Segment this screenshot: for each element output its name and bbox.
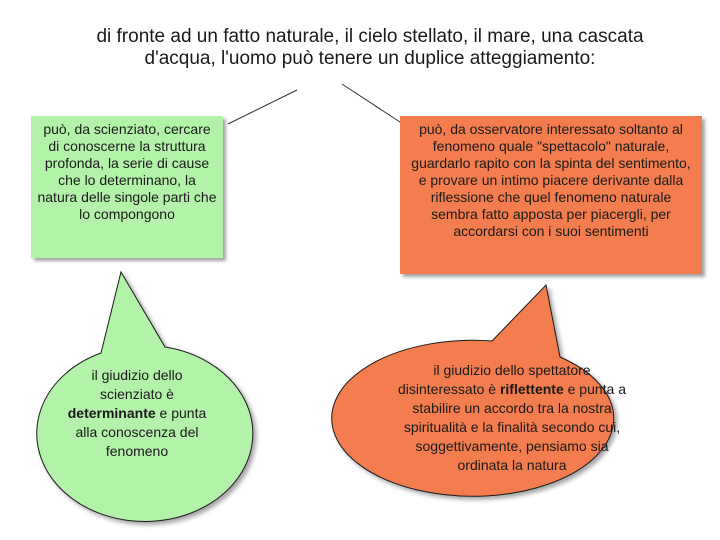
- scientist-judgment-after: e punta alla conoscenza del fenomeno: [75, 405, 207, 459]
- scientist-box-text: può, da scienziato, cercare di conoscerne la struttura profonda, la serie di cause che lo determinano, la natura delle singole parti che lo compongono: [37, 121, 217, 222]
- connector-left: [228, 90, 297, 124]
- observer-box: [400, 116, 702, 274]
- observer-judgment-after: e punta a stabilire un accordo tra la nostra spiritualità e la finalità secondo cui, soggettivamente, pensiamo sia ordinata la natura: [403, 381, 627, 473]
- scientist-box: [31, 116, 223, 258]
- observer-judgment-text: [396, 361, 628, 475]
- scientist-judgment-before: il giudizio dello scienziato è: [91, 367, 183, 402]
- scientist-judgment-keyword: determinante: [67, 405, 156, 421]
- observer-judgment-keyword: riflettente: [499, 381, 564, 397]
- observer-judgment-before: il giudizio dello spettatore disinteressato è: [397, 362, 591, 397]
- connector-right: [342, 84, 403, 124]
- observer-box-text: può, da osservatore interessato soltanto al fenomeno quale "spettacolo" naturale, guardarlo rapito con la spinta del sentimento, e provare un intimo piacere derivante dalla riflessione che quel fenomeno naturale sembra fatto apposta per piacergli, per accordarsi con i suoi sentimenti: [411, 121, 691, 239]
- scientist-judgment-text: [62, 366, 212, 461]
- title-line-2: d'acqua, l'uomo può tenere un duplice atteggiamento:: [144, 48, 596, 69]
- title-line-1: di fronte ad un fatto naturale, il cielo stellato, il mare, una cascata: [96, 26, 644, 47]
